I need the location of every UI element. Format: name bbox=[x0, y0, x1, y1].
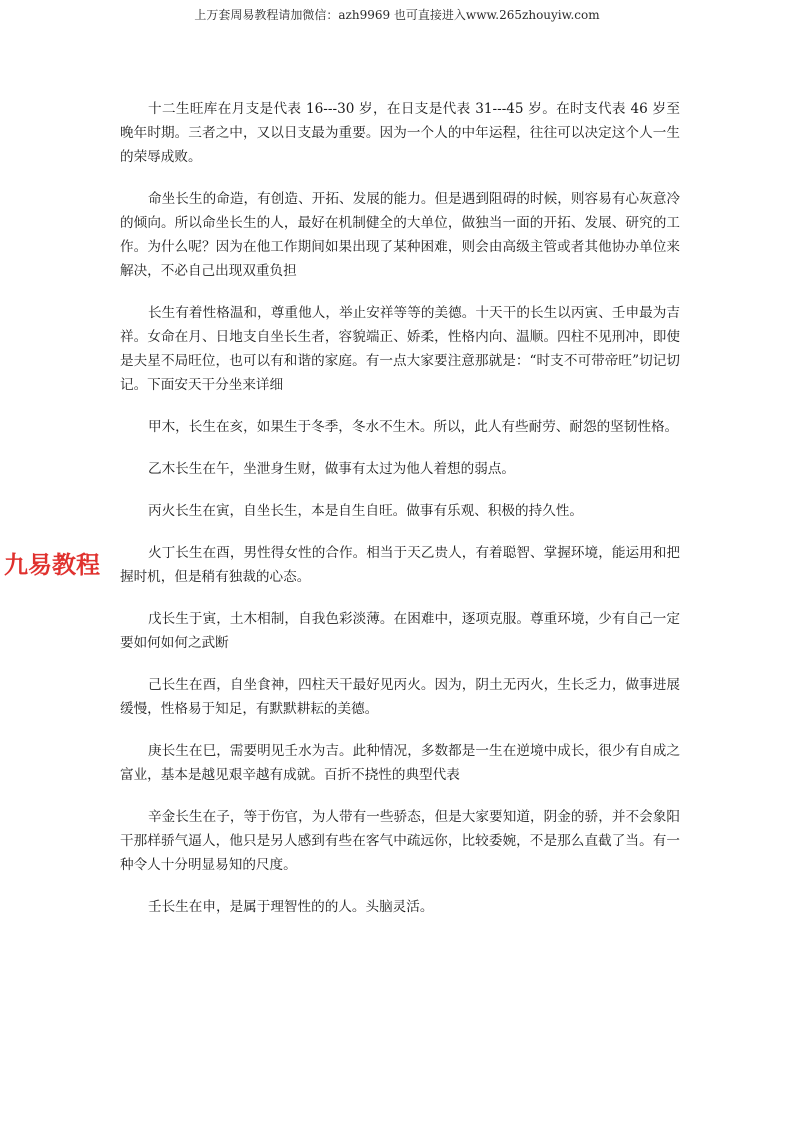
paragraph: 长生有着性格温和，尊重他人，举止安祥等等的美德。十天干的长生以丙寅、壬申最为吉祥。女命在月、日地支自坐长生者，容貌端正、娇柔，性格内向、温顺。四柱不见刑冲，即使是夫星不局旺位，也可以有和谐的家庭。有一点大家要注意那就是：“时支不可带帝旺”切记切记。下面安天干分坐来详细 bbox=[120, 305, 680, 393]
page-header: 上万套周易教程请加微信：azh9969 也可直接进入www.265zhouyiw.com bbox=[194, 8, 600, 22]
watermark-logo: 九易教程 bbox=[4, 551, 100, 579]
document-body bbox=[120, 97, 680, 937]
paragraph: 辛金长生在子，等于伤官，为人带有一些骄态，但是大家要知道，阴金的骄，并不会象阳干那样骄气逼人，他只是另人感到有些在客气中疏远你，比较委婉，不是那么直截了当。有一种令人十分明显易知的尺度。 bbox=[120, 809, 680, 873]
paragraph: 庚长生在巳，需要明见壬水为吉。此种情况，多数都是一生在逆境中成长，很少有自成之富业，基本是越见艰辛越有成就。百折不挠性的典型代表 bbox=[120, 743, 680, 783]
paragraph: 命坐长生的命造，有创造、开拓、发展的能力。但是遇到阻碍的时候，则容易有心灰意冷的倾向。所以命坐长生的人，最好在机制健全的大单位，做独当一面的开拓、发展、研究的工作。为什么呢？因为在他工作期间如果出现了某种困难，则会由高级主管或者其他协办单位来解决，不必自己出现双重负担 bbox=[120, 191, 680, 279]
paragraph: 甲木，长生在亥，如果生于冬季，冬水不生木。所以，此人有些耐劳、耐怨的坚韧性格。 bbox=[148, 419, 679, 435]
paragraph: 火丁长生在酉，男性得女性的合作。相当于天乙贵人，有着聪智、掌握环境，能运用和把握时机，但是稍有独裁的心态。 bbox=[120, 545, 680, 585]
paragraph: 十二生旺库在月支是代表 16---30 岁，在日支是代表 31---45 岁。在时支代表 46 岁至晚年时期。三者之中，又以日支最为重要。因为一个人的中年运程，往往可以决定这个人一生的荣辱成败。 bbox=[120, 101, 680, 165]
paragraph: 丙火长生在寅，自坐长生，本是自生自旺。做事有乐观、积极的持久性。 bbox=[148, 503, 583, 519]
paragraph: 壬长生在申，是属于理智性的的人。头脑灵活。 bbox=[148, 899, 434, 915]
paragraph: 戊长生于寅，土木相制，自我色彩淡薄。在困难中，逐项克服。尊重环境，少有自己一定要如何如何之武断 bbox=[120, 611, 680, 651]
paragraph: 乙木长生在午，坐泄身生财，做事有太过为他人着想的弱点。 bbox=[148, 461, 516, 477]
paragraph: 己长生在酉，自坐食神，四柱天干最好见丙火。因为，阴土无丙火，生长乏力，做事进展缓慢，性格易于知足，有默默耕耘的美德。 bbox=[120, 677, 680, 717]
